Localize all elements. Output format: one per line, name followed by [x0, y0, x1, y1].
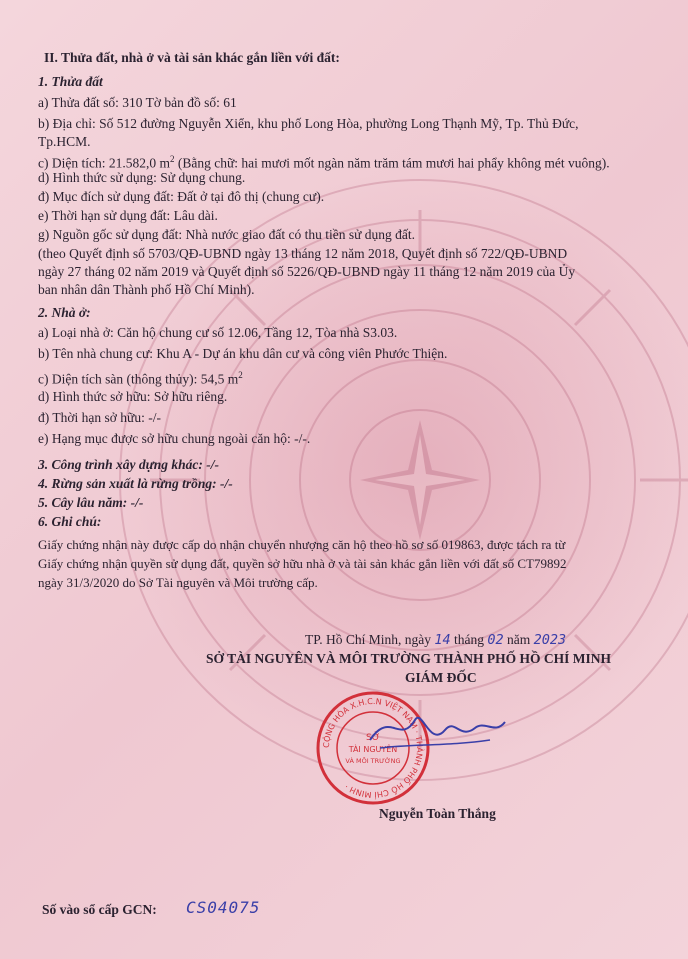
note-line-2: Giấy chứng nhận quyền sử dụng đất, quyền sở hữu nhà ở và tài sản khác gắn liền với đất số CT79892	[38, 556, 567, 571]
stamp-ring-text: CỘNG HÒA X.H.C.N VIỆT NAM · THÀNH PHỐ HỒ CHÍ MINH ·	[321, 696, 425, 800]
land-usage-term: e) Thời hạn sử dụng đất: Lâu dài.	[38, 208, 218, 223]
svg-text:SỞ: SỞ	[366, 733, 380, 743]
issue-date: TP. Hồ Chí Minh, ngày 14 tháng 02 năm 2023	[305, 632, 567, 648]
house-heading: 2. Nhà ở:	[38, 305, 91, 320]
director-signature	[360, 700, 510, 760]
land-usage-form: d) Hình thức sử dụng: Sử dụng chung.	[38, 170, 246, 185]
land-origin: g) Nguồn gốc sử dụng đất: Nhà nước giao đất có thu tiền sử dụng đất.	[38, 227, 416, 242]
house-common-items: e) Hạng mục được sở hữu chung ngoài căn hộ: -/-.	[38, 431, 311, 446]
section-title: II. Thửa đất, nhà ở và tài sản khác gắn liền với đất:	[44, 50, 340, 65]
registry-label: Số vào sổ cấp GCN:	[42, 902, 157, 917]
svg-text:TÀI NGUYÊN: TÀI NGUYÊN	[348, 745, 398, 754]
registry-number: CS04075	[186, 898, 261, 917]
land-origin-decision-3: ban nhân dân Thành phố Hồ Chí Minh).	[38, 282, 255, 297]
planted-forest: 4. Rừng sản xuất là rừng trồng: -/-	[38, 476, 233, 491]
land-origin-decision-1: (theo Quyết định số 5703/QĐ-UBND ngày 13 tháng 12 năm 2018, Quyết định số 722/QĐ-UBND	[38, 246, 568, 261]
issue-year: 2023	[533, 632, 567, 648]
land-parcel-number: a) Thửa đất số: 310 Tờ bản đồ số: 61	[38, 95, 237, 110]
signer-title: GIÁM ĐỐC	[405, 670, 477, 685]
land-address: b) Địa chỉ: Số 512 đường Nguyễn Xiển, khu phố Long Hòa, phường Long Thạnh Mỹ, Tp. Thủ Đức,	[38, 116, 579, 131]
other-construction: 3. Công trình xây dựng khác: -/-	[38, 457, 219, 472]
land-address-cont: Tp.HCM.	[38, 134, 91, 149]
land-area: c) Diện tích: 21.582,0 $m^2$ (Bằng chữ: hai mươi mốt ngàn năm trăm tám mươi hai phẩy không mét vuông).	[38, 154, 610, 171]
perennial-trees: 5. Cây lâu năm: -/-	[38, 495, 144, 510]
house-floor-area: c) Diện tích sàn (thông thủy): 54,5 $m^2$	[38, 370, 243, 387]
signer-name: Nguyễn Toàn Thắng	[379, 806, 496, 821]
land-heading: 1. Thửa đất	[38, 74, 103, 89]
notes-heading: 6. Ghi chú:	[38, 514, 102, 529]
svg-text:VÀ MÔI TRƯỜNG: VÀ MÔI TRƯỜNG	[345, 757, 401, 765]
note-line-3: ngày 31/3/2020 do Sở Tài nguyên và Môi trường cấp.	[38, 575, 318, 590]
house-ownership-term: đ) Thời hạn sở hữu: -/-	[38, 410, 161, 425]
house-building-name: b) Tên nhà chung cư: Khu A - Dự án khu dân cư và công viên Phước Thiện.	[38, 346, 448, 361]
house-ownership-form: d) Hình thức sở hữu: Sở hữu riêng.	[38, 389, 228, 404]
issue-day: 14	[434, 632, 451, 648]
land-usage-purpose: đ) Mục đích sử dụng đất: Đất ở tại đô thị (chung cư).	[38, 189, 325, 204]
note-line-1: Giấy chứng nhận này được cấp do nhận chuyển nhượng căn hộ theo hồ sơ số 019863, được tách ra từ	[38, 537, 566, 552]
issuing-agency: SỞ TÀI NGUYÊN VÀ MÔI TRƯỜNG THÀNH PHỐ HỒ CHÍ MINH	[206, 651, 612, 666]
house-type: a) Loại nhà ở: Căn hộ chung cư số 12.06, Tầng 12, Tòa nhà S3.03.	[38, 325, 398, 340]
land-origin-decision-2: ngày 27 tháng 02 năm 2019 và Quyết định số 5226/QĐ-UBND ngày 11 tháng 12 năm 2019 của Ủy	[38, 264, 576, 279]
issue-month: 02	[487, 632, 504, 648]
